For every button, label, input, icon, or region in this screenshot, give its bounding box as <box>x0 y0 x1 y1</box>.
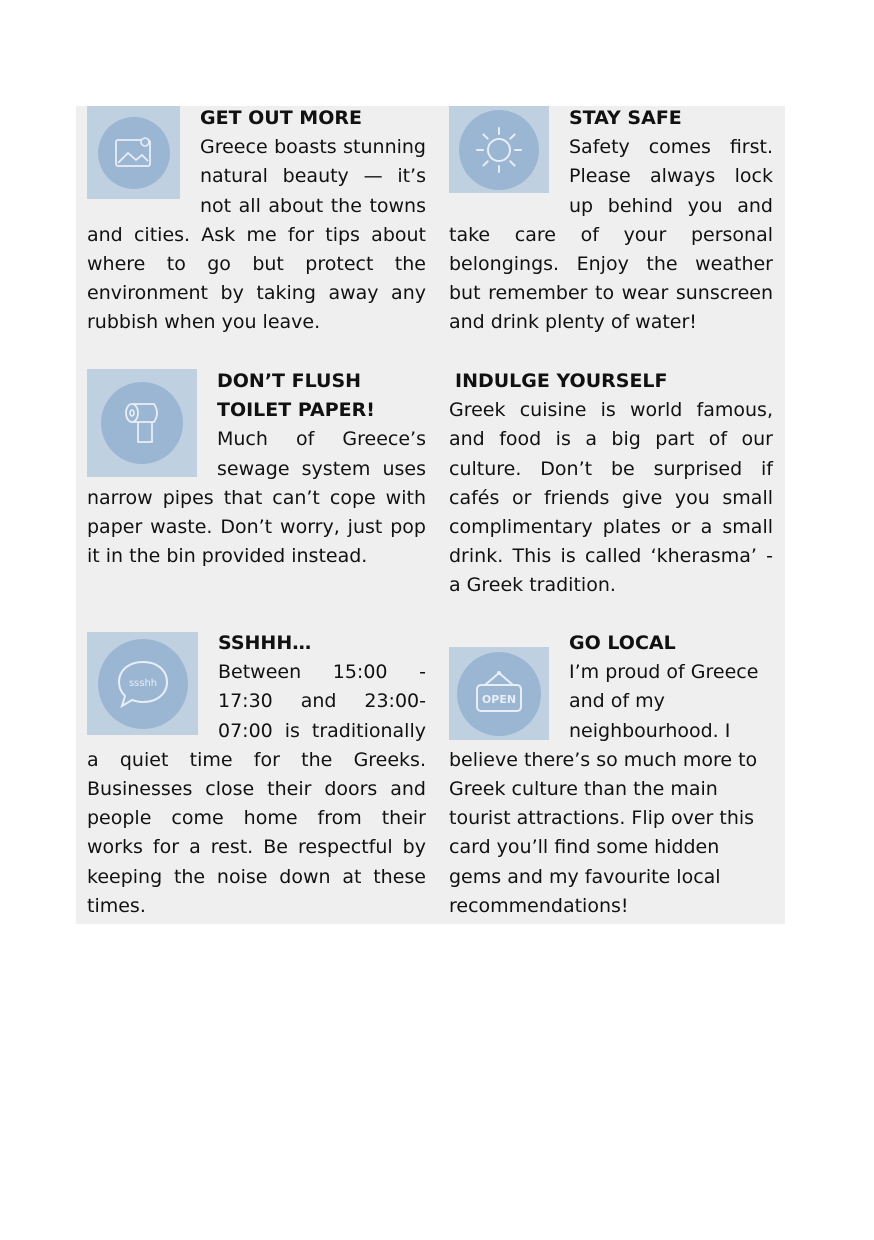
card-body: Much of Greece’s sewage system uses narrow pipes that can’t cope with paper waste. Don’t worry, just pop it in the bin provided instead. <box>87 428 426 568</box>
speech-bubble-text: ssshh <box>128 677 157 689</box>
card-body: Between 15:00 - 17:30 and 23:00-07:00 is traditionally a quiet time for the Greeks. Businesses close their doors and people come home from their works for a rest. Be respectful by keeping the noise down at these times. <box>87 661 426 917</box>
speech-bubble-icon-tile <box>87 632 198 735</box>
open-sign-icon <box>471 669 527 719</box>
card-title: GO LOCAL <box>569 632 676 654</box>
card-body: I’m proud of Greece and of my neighbourhood. I believe there’s so much more to Greek culture than the main tourist attractions. Flip over this card you’ll find some hidden gems and my favourite local recommendations! <box>449 661 759 917</box>
card-go-local <box>449 629 773 921</box>
open-sign-text: OPEN <box>481 692 517 706</box>
card-title: SSHHH… <box>218 632 312 654</box>
sun-icon <box>473 124 525 176</box>
card-get-out-more <box>87 104 426 338</box>
card-body: Greece boasts stunning natural beauty — it’s not all about the towns and cities. Ask me for tips about where to go but protect the environment by taking away any rubbish when you leave. <box>87 136 426 334</box>
card-indulge-yourself <box>449 367 773 601</box>
toilet-paper-icon <box>118 399 166 447</box>
toilet-paper-icon-tile <box>87 369 197 477</box>
sun-icon-tile <box>449 106 549 193</box>
card-stay-safe <box>449 104 773 338</box>
speech-bubble-icon <box>113 656 173 712</box>
open-sign-icon-tile <box>449 647 549 740</box>
image-icon-tile <box>87 106 180 199</box>
card-sshhh <box>87 629 426 921</box>
card-dont-flush <box>87 367 426 571</box>
card-body: Safety comes first. Please always lock up behind you and take care of your personal belongings. Enjoy the weather but remember to wear sunscreen and drink plenty of water! <box>449 136 773 334</box>
card-title: GET OUT MORE <box>200 107 362 129</box>
card-body: Greek cuisine is world famous, and food is a big part of our culture. Don’t be surprised if cafés or friends give you small complimentary plates or a small drink. This is called ‘kherasma’ - a Greek tradition. <box>449 399 773 597</box>
card-title: DON’T FLUSH TOILET PAPER! <box>217 370 375 422</box>
card-title: STAY SAFE <box>569 107 682 129</box>
card-title: INDULGE YOURSELF <box>455 370 668 392</box>
image-icon <box>114 136 154 170</box>
